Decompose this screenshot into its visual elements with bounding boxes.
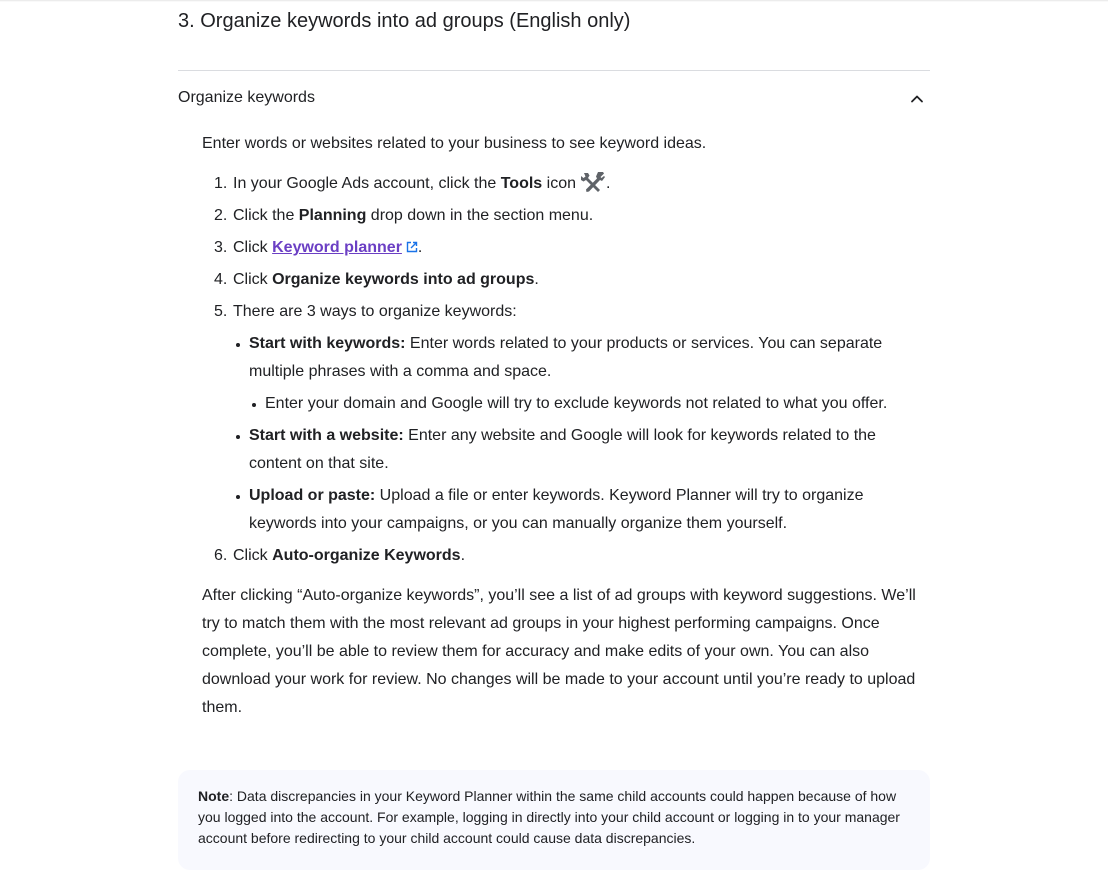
section-title: 3. Organize keywords into ad groups (English only) (178, 10, 631, 32)
way-bold: Start with keywords: (249, 335, 406, 352)
step-3 (202, 234, 922, 262)
step-number: 5. (214, 303, 228, 320)
way-bold: Upload or paste: (249, 487, 376, 504)
divider (178, 70, 930, 71)
step-bold: Planning (298, 207, 367, 224)
sub-list (249, 390, 922, 418)
expander-title: Organize keywords (178, 89, 315, 106)
step-text: . (605, 175, 611, 192)
way-text: Upload a file or enter keywords. Keyword Planner will try to organize keywords into your campaigns, or you can manually organize them yourself. (249, 487, 864, 532)
way-item (233, 422, 922, 478)
step-text: In your Google Ads account, click the (233, 175, 501, 192)
step-1 (202, 170, 922, 198)
step-number: 6. (214, 547, 228, 564)
step-number: 4. (214, 271, 228, 288)
external-link-icon[interactable] (406, 241, 418, 253)
step-bold: Organize keywords into ad groups (272, 271, 535, 288)
note-label: Note (198, 788, 230, 804)
keyword-planner-link[interactable]: Keyword planner (272, 239, 402, 256)
sub-item: Enter your domain and Google will try to exclude keywords not related to what you offer. (249, 390, 922, 418)
way-item (233, 330, 922, 418)
step-text: Click (233, 271, 273, 288)
way-text: Enter words related to your products or services. You can separate multiple phrases with a comma and space. (249, 335, 883, 380)
intro-text: Enter words or websites related to your business to see keyword ideas. (202, 135, 707, 152)
step-text: Click (233, 239, 273, 256)
step-bold: Tools (500, 175, 543, 192)
step-text: . (417, 239, 423, 256)
top-shadow (0, 0, 1108, 2)
way-text: Enter any website and Google will look for keywords related to the content on that site. (249, 427, 876, 472)
step-text: There are 3 ways to organize keywords: (233, 303, 517, 320)
step-text: . (534, 271, 539, 288)
expander-content (202, 130, 922, 722)
chevron-up-icon[interactable] (910, 92, 924, 106)
step-text: drop down in the section menu. (366, 207, 594, 224)
step-number: 1. (214, 175, 228, 192)
step-number: 3. (214, 239, 228, 256)
ways-list (233, 330, 922, 538)
step-4 (202, 266, 922, 294)
step-text: icon (542, 175, 576, 192)
note-callout (178, 770, 930, 870)
step-bold: Auto-organize Keywords (272, 547, 461, 564)
note-text: : Data discrepancies in your Keyword Planner within the same child accounts could happen because of how you logged into the account. For example, logging in directly into your child account or logging in to your manager account before redirecting to your child account could cause data discrepancies. (198, 788, 900, 846)
way-item (233, 482, 922, 538)
step-number: 2. (214, 207, 228, 224)
way-bold: Start with a website: (249, 427, 404, 444)
tools-icon (580, 170, 606, 194)
step-5 (202, 298, 922, 538)
step-6 (202, 542, 922, 570)
step-text: . (460, 547, 466, 564)
after-paragraph: After clicking “Auto-organize keywords”, you’ll see a list of ad groups with keyword suggestions. We’ll try to match them with the most relevant ad groups in your highest performing campaigns. Once complete, you’ll be able to review them for accuracy and make edits of your own. You can also download your work for review. No changes will be made to your account until you’re ready to upload them. (202, 587, 916, 716)
step-text: Click (233, 547, 273, 564)
step-text: Click the (233, 207, 299, 224)
step-2 (202, 202, 922, 230)
organize-keywords-expander[interactable] (178, 83, 930, 113)
steps-list (202, 170, 922, 570)
